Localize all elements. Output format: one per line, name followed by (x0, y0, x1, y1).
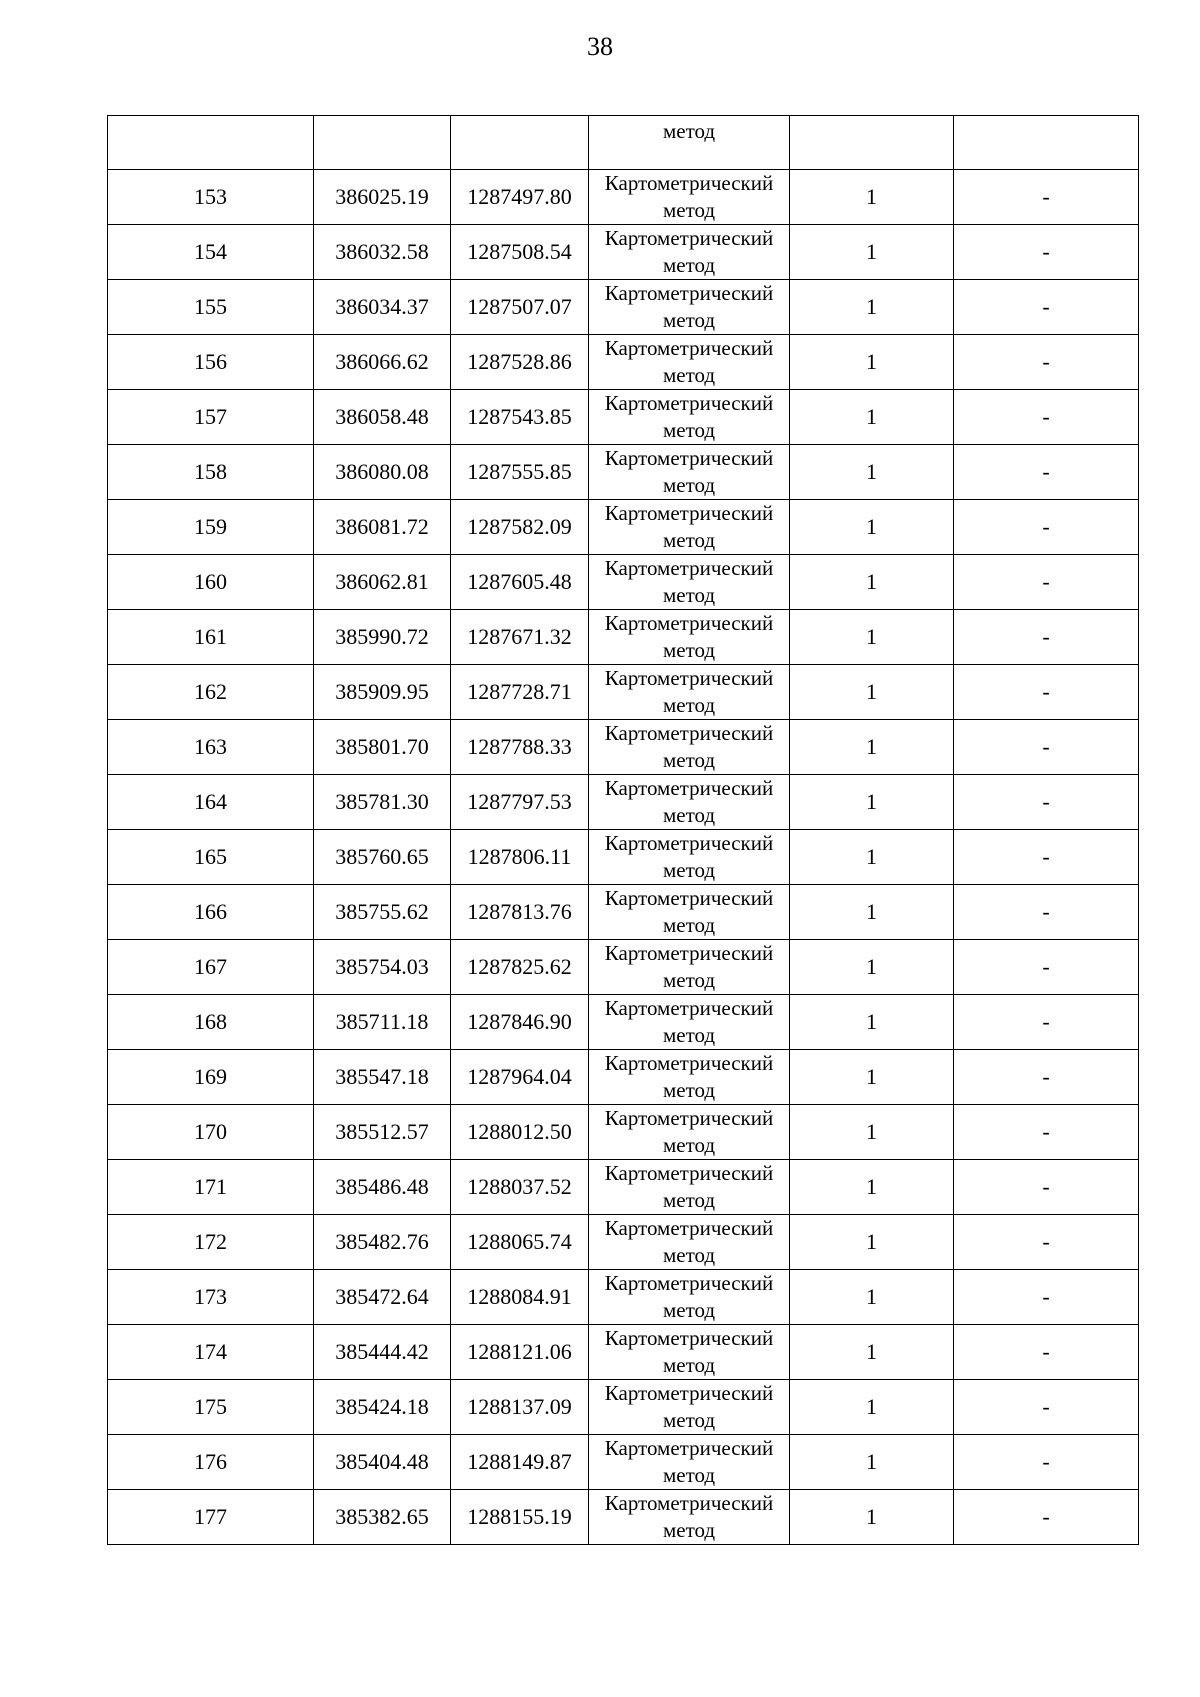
method-line-1: Картометрический (604, 666, 774, 690)
method-line-2: метод (662, 583, 716, 607)
cell-y: 1287806.11 (451, 830, 589, 885)
table-row (108, 1380, 1139, 1435)
table-row (108, 1215, 1139, 1270)
cell-num: 173 (108, 1270, 314, 1325)
cell-y: 1287605.48 (451, 555, 589, 610)
cell-note: - (954, 775, 1139, 830)
method-line-2: метод (662, 1463, 716, 1487)
cell-y: 1287528.86 (451, 335, 589, 390)
method-line-1: Картометрический (604, 941, 774, 965)
cell-accuracy: 1 (790, 445, 954, 500)
continuation-row (108, 116, 1139, 170)
cell-note: - (954, 555, 1139, 610)
cell-x: 386032.58 (314, 225, 451, 280)
cell-accuracy: 1 (790, 995, 954, 1050)
cell-x: 385472.64 (314, 1270, 451, 1325)
cell-x: 385486.48 (314, 1160, 451, 1215)
cell-y: 1288155.19 (451, 1490, 589, 1545)
cell-accuracy: 1 (790, 1490, 954, 1545)
cell-num: 175 (108, 1380, 314, 1435)
cell-note: - (954, 1105, 1139, 1160)
cell-num: 162 (108, 665, 314, 720)
cell-note: - (954, 1215, 1139, 1270)
cell-note: - (954, 1380, 1139, 1435)
cell-accuracy: 1 (790, 1105, 954, 1160)
table-row (108, 335, 1139, 390)
cell-note: - (954, 335, 1139, 390)
cell-note: - (954, 720, 1139, 775)
cell-method (589, 940, 790, 995)
cell-num: 163 (108, 720, 314, 775)
cell-accuracy: 1 (790, 1160, 954, 1215)
cell-note: - (954, 1270, 1139, 1325)
cell-note: - (954, 665, 1139, 720)
cell-method (589, 1215, 790, 1270)
cell-num: 164 (108, 775, 314, 830)
cell-method (589, 500, 790, 555)
cell-num: 158 (108, 445, 314, 500)
cell-x: 385711.18 (314, 995, 451, 1050)
table-row (108, 1325, 1139, 1380)
cell-accuracy: 1 (790, 390, 954, 445)
method-line-2: метод (662, 803, 716, 827)
table-row (108, 720, 1139, 775)
method-line-1: Картометрический (604, 171, 774, 195)
cell-x: 385990.72 (314, 610, 451, 665)
method-line-2: метод (662, 253, 716, 277)
table-row (108, 1435, 1139, 1490)
method-line-2: метод (662, 693, 716, 717)
cell-y: 1287508.54 (451, 225, 589, 280)
cell-x: 385755.62 (314, 885, 451, 940)
method-line-1: Картометрический (604, 226, 774, 250)
method-line-1: Картометрический (604, 831, 774, 855)
cell-num: 171 (108, 1160, 314, 1215)
cell-method (589, 885, 790, 940)
cell-accuracy: 1 (790, 1270, 954, 1325)
cell-num: 160 (108, 555, 314, 610)
table-row (108, 225, 1139, 280)
table-row (108, 830, 1139, 885)
table-row (108, 1050, 1139, 1105)
method-line-1: Картометрический (604, 1326, 774, 1350)
method-line-1: Картометрический (604, 776, 774, 800)
method-line-2: метод (662, 638, 716, 662)
method-line-1: Картометрический (604, 281, 774, 305)
cell-accuracy: 1 (790, 500, 954, 555)
cell-accuracy: 1 (790, 1380, 954, 1435)
cell-num: 172 (108, 1215, 314, 1270)
cell-accuracy: 1 (790, 335, 954, 390)
cell-method (589, 1270, 790, 1325)
cell-x: 385424.18 (314, 1380, 451, 1435)
table-row (108, 940, 1139, 995)
cell-accuracy: 1 (790, 610, 954, 665)
cell-note: - (954, 610, 1139, 665)
table-row (108, 555, 1139, 610)
cell-method (589, 555, 790, 610)
cell-method (589, 610, 790, 665)
cell-accuracy: 1 (790, 1435, 954, 1490)
method-line-2: метод (662, 968, 716, 992)
cell-y: 1287846.90 (451, 995, 589, 1050)
table-row (108, 775, 1139, 830)
table-row (108, 665, 1139, 720)
cell-num: 156 (108, 335, 314, 390)
cell-note: - (954, 830, 1139, 885)
cell-num: 165 (108, 830, 314, 885)
cell-accuracy: 1 (790, 830, 954, 885)
table-row (108, 885, 1139, 940)
method-line-2: метод (662, 1298, 716, 1322)
table-row (108, 1270, 1139, 1325)
cell-y: 1287555.85 (451, 445, 589, 500)
method-line-2: метод (662, 1078, 716, 1102)
cell-accuracy: 1 (790, 940, 954, 995)
cell-method (589, 830, 790, 885)
cell-method (589, 116, 790, 170)
cell-x: 386034.37 (314, 280, 451, 335)
method-line-1: Картометрический (604, 1106, 774, 1130)
method-line-2: метод (662, 1518, 716, 1542)
cell-accuracy: 1 (790, 720, 954, 775)
cell-y: 1287543.85 (451, 390, 589, 445)
cell-num: 176 (108, 1435, 314, 1490)
cell-num: 169 (108, 1050, 314, 1105)
cell-x: 386062.81 (314, 555, 451, 610)
cell-accuracy: 1 (790, 885, 954, 940)
cell-y: 1287671.32 (451, 610, 589, 665)
cell-note: - (954, 1435, 1139, 1490)
cell-x: 386080.08 (314, 445, 451, 500)
method-line-1: Картометрический (604, 1381, 774, 1405)
method-line-1: Картометрический (604, 721, 774, 745)
table-row (108, 995, 1139, 1050)
cell-method (589, 1325, 790, 1380)
cell-note: - (954, 390, 1139, 445)
cell-x: 385512.57 (314, 1105, 451, 1160)
cell-y: 1287507.07 (451, 280, 589, 335)
cell-x: 386066.62 (314, 335, 451, 390)
cell-note: - (954, 1160, 1139, 1215)
cell-y: 1288121.06 (451, 1325, 589, 1380)
method-line-2: метод (662, 913, 716, 937)
cell-num: 166 (108, 885, 314, 940)
method-line-2: метод (662, 858, 716, 882)
cell-accuracy: 1 (790, 1325, 954, 1380)
cell-y: 1287728.71 (451, 665, 589, 720)
cell-method (589, 775, 790, 830)
method-line-2: метод (662, 1188, 716, 1212)
table-row (108, 390, 1139, 445)
cell-y: 1288149.87 (451, 1435, 589, 1490)
method-line-2: метод (662, 198, 716, 222)
cell-num: 177 (108, 1490, 314, 1545)
cell-note: - (954, 885, 1139, 940)
cell-note: - (954, 170, 1139, 225)
table-row (108, 1160, 1139, 1215)
cell-x: 385547.18 (314, 1050, 451, 1105)
cell-y: 1288084.91 (451, 1270, 589, 1325)
cell-accuracy: 1 (790, 280, 954, 335)
cell-accuracy (790, 116, 954, 170)
cell-num: 161 (108, 610, 314, 665)
method-line-2: метод (662, 528, 716, 552)
cell-method (589, 1435, 790, 1490)
cell-x: 385760.65 (314, 830, 451, 885)
cell-accuracy: 1 (790, 1215, 954, 1270)
cell-method (589, 335, 790, 390)
cell-method (589, 995, 790, 1050)
cell-method (589, 1050, 790, 1105)
method-line-1: Картометрический (604, 1161, 774, 1185)
method-line-2: метод (662, 1353, 716, 1377)
method-line-2: метод (662, 418, 716, 442)
cell-x: 385781.30 (314, 775, 451, 830)
cell-method (589, 1105, 790, 1160)
method-line-1: Картометрический (604, 1436, 774, 1460)
cell-num: 155 (108, 280, 314, 335)
method-line-2: метод (662, 363, 716, 387)
cell-note: - (954, 995, 1139, 1050)
cell-y: 1288037.52 (451, 1160, 589, 1215)
cell-method (589, 665, 790, 720)
cell-y: 1287825.62 (451, 940, 589, 995)
cell-note: - (954, 1490, 1139, 1545)
cell-note: - (954, 1325, 1139, 1380)
cell-num: 168 (108, 995, 314, 1050)
method-line-1: Картометрический (604, 1491, 774, 1515)
cell-y: 1288012.50 (451, 1105, 589, 1160)
cell-note (954, 116, 1139, 170)
method-line-1: Картометрический (604, 391, 774, 415)
method-line-2: метод (662, 1408, 716, 1432)
cell-num: 174 (108, 1325, 314, 1380)
cell-x: 386058.48 (314, 390, 451, 445)
cell-y: 1287964.04 (451, 1050, 589, 1105)
cell-method (589, 280, 790, 335)
cell-x (314, 116, 451, 170)
method-line-2: метод (662, 748, 716, 772)
cell-note: - (954, 225, 1139, 280)
method-line-1: Картометрический (604, 611, 774, 635)
table-row (108, 1105, 1139, 1160)
cell-num: 157 (108, 390, 314, 445)
cell-y: 1288065.74 (451, 1215, 589, 1270)
cell-x: 385801.70 (314, 720, 451, 775)
cell-y: 1287788.33 (451, 720, 589, 775)
cell-y: 1287582.09 (451, 500, 589, 555)
table-row (108, 170, 1139, 225)
cell-num: 154 (108, 225, 314, 280)
cell-num: 167 (108, 940, 314, 995)
cell-accuracy: 1 (790, 775, 954, 830)
cell-y: 1288137.09 (451, 1380, 589, 1435)
cell-note: - (954, 280, 1139, 335)
method-line-1: Картометрический (604, 556, 774, 580)
page-number: 38 (587, 32, 613, 61)
cell-accuracy: 1 (790, 555, 954, 610)
cell-x: 385444.42 (314, 1325, 451, 1380)
table-body (108, 116, 1139, 1545)
method-line-2: метод (662, 1023, 716, 1047)
table-row (108, 500, 1139, 555)
cell-note: - (954, 1050, 1139, 1105)
cell-y (451, 116, 589, 170)
cell-method (589, 225, 790, 280)
cell-y: 1287797.53 (451, 775, 589, 830)
table-row (108, 610, 1139, 665)
table-row (108, 1490, 1139, 1545)
cell-x: 385404.48 (314, 1435, 451, 1490)
cell-num (108, 116, 314, 170)
cell-note: - (954, 445, 1139, 500)
method-line-1: Картометрический (604, 1216, 774, 1240)
cell-x: 385382.65 (314, 1490, 451, 1545)
method-line-1: Картометрический (604, 996, 774, 1020)
table-row (108, 280, 1139, 335)
cell-method (589, 445, 790, 500)
method-line-2: метод (662, 308, 716, 332)
cell-x: 385754.03 (314, 940, 451, 995)
cell-method (589, 720, 790, 775)
method-line-2: метод (662, 473, 716, 497)
method-line-1: Картометрический (604, 446, 774, 470)
cell-accuracy: 1 (790, 665, 954, 720)
cell-num: 170 (108, 1105, 314, 1160)
method-line-1: Картометрический (604, 336, 774, 360)
cell-x: 385482.76 (314, 1215, 451, 1270)
method-line-1: Картометрический (604, 886, 774, 910)
cell-accuracy: 1 (790, 170, 954, 225)
cell-method (589, 1380, 790, 1435)
cell-num: 153 (108, 170, 314, 225)
cell-method (589, 170, 790, 225)
method-line-2: метод (662, 1133, 716, 1157)
cell-accuracy: 1 (790, 225, 954, 280)
cell-accuracy: 1 (790, 1050, 954, 1105)
cell-y: 1287497.80 (451, 170, 589, 225)
cell-method (589, 1490, 790, 1545)
table-row (108, 445, 1139, 500)
cell-x: 386025.19 (314, 170, 451, 225)
cell-method (589, 1160, 790, 1215)
cell-x: 385909.95 (314, 665, 451, 720)
method-line-1: Картометрический (604, 1271, 774, 1295)
coordinates-table (107, 115, 1139, 1545)
cell-y: 1287813.76 (451, 885, 589, 940)
cell-num: 159 (108, 500, 314, 555)
cell-method (589, 390, 790, 445)
cell-note: - (954, 500, 1139, 555)
method-line-1: Картометрический (604, 501, 774, 525)
method-line-2: метод (662, 1243, 716, 1267)
method-line-1: Картометрический (604, 1051, 774, 1075)
method-tail: метод (662, 119, 716, 143)
cell-note: - (954, 940, 1139, 995)
cell-x: 386081.72 (314, 500, 451, 555)
